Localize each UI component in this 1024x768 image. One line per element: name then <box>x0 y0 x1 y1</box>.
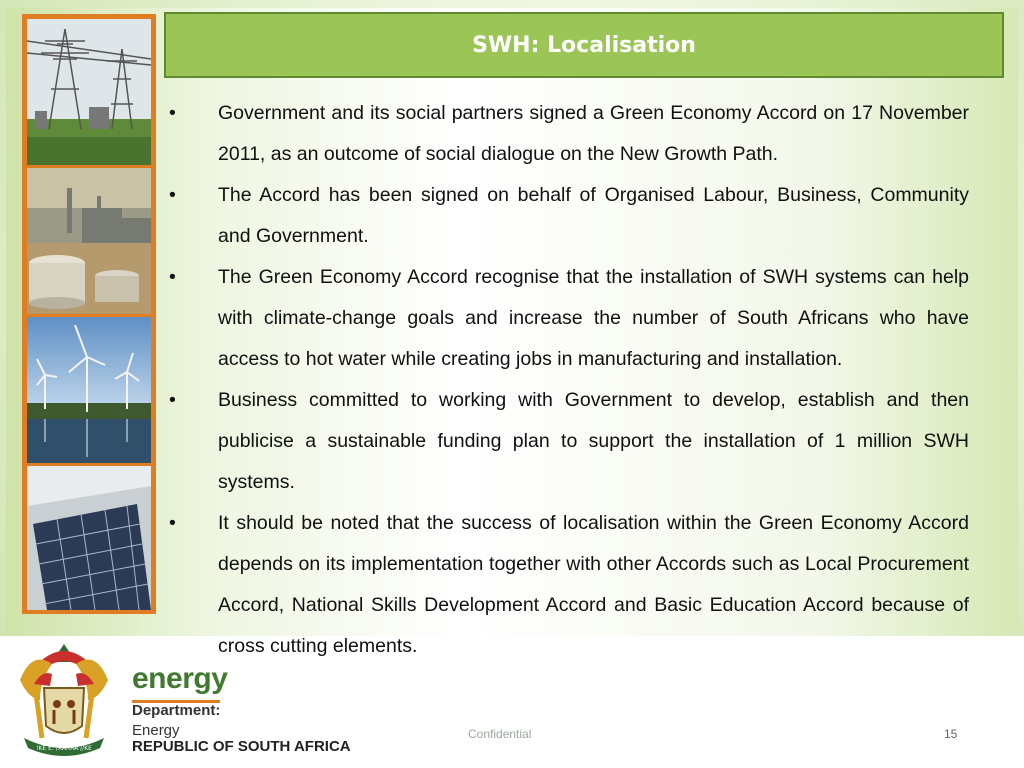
power-pylons-photo <box>27 19 151 165</box>
bullet-marker: • <box>169 184 176 206</box>
wind-turbines-photo <box>27 317 151 463</box>
bullet-marker: • <box>169 102 176 124</box>
solar-panel-photo <box>27 466 151 610</box>
coat-of-arms-logo <box>12 640 116 762</box>
slide-body <box>166 93 969 667</box>
confidential-watermark: Confidential <box>468 727 532 741</box>
page-number: 15 <box>944 727 958 741</box>
bullet-item <box>166 257 969 380</box>
bullet-item <box>166 503 969 667</box>
bullet-text: Government and its social partners signed a Green Economy Accord on 17 November 2011, as an outcome of social dialogue on the New Growth Path. <box>218 102 969 165</box>
bullet-marker: • <box>169 512 176 534</box>
bullet-text: The Green Economy Accord recognise that the installation of SWH systems can help with climate-change goals and increase the number of South Africans who have access to hot water while creating jobs in manufacturing and installation. <box>218 266 969 370</box>
bullet-marker: • <box>169 389 176 411</box>
slide-title: SWH: Localisation <box>472 32 696 58</box>
bullet-text: It should be noted that the success of localisation within the Green Economy Accord depends on its implementation together with other Accords such as Local Procurement Accord, National Skills Development Accord and Basic Education Accord because of cross cutting elements. <box>218 512 969 657</box>
slide-title-bar <box>164 12 1004 78</box>
logo-republic-label: REPUBLIC OF SOUTH AFRICA <box>132 738 351 755</box>
bullet-item <box>166 175 969 257</box>
logo-energy-label: Energy <box>132 722 180 739</box>
logo-department-label: Department: <box>132 702 221 719</box>
energy-logo-word: energy <box>132 662 228 695</box>
bullet-item <box>166 93 969 175</box>
bullet-text: The Accord has been signed on behalf of Organised Labour, Business, Community and Government. <box>218 184 969 247</box>
refinery-tanks-photo <box>27 168 151 314</box>
photo-strip <box>22 14 156 614</box>
bullet-marker: • <box>169 266 176 288</box>
bullet-item <box>166 380 969 503</box>
bullet-text: Business committed to working with Government to develop, establish and then publicise a sustainable funding plan to support the installation of 1 million SWH systems. <box>218 389 969 493</box>
svg-text:!KE E: /XARRA //KE: !KE E: /XARRA //KE <box>36 745 92 752</box>
